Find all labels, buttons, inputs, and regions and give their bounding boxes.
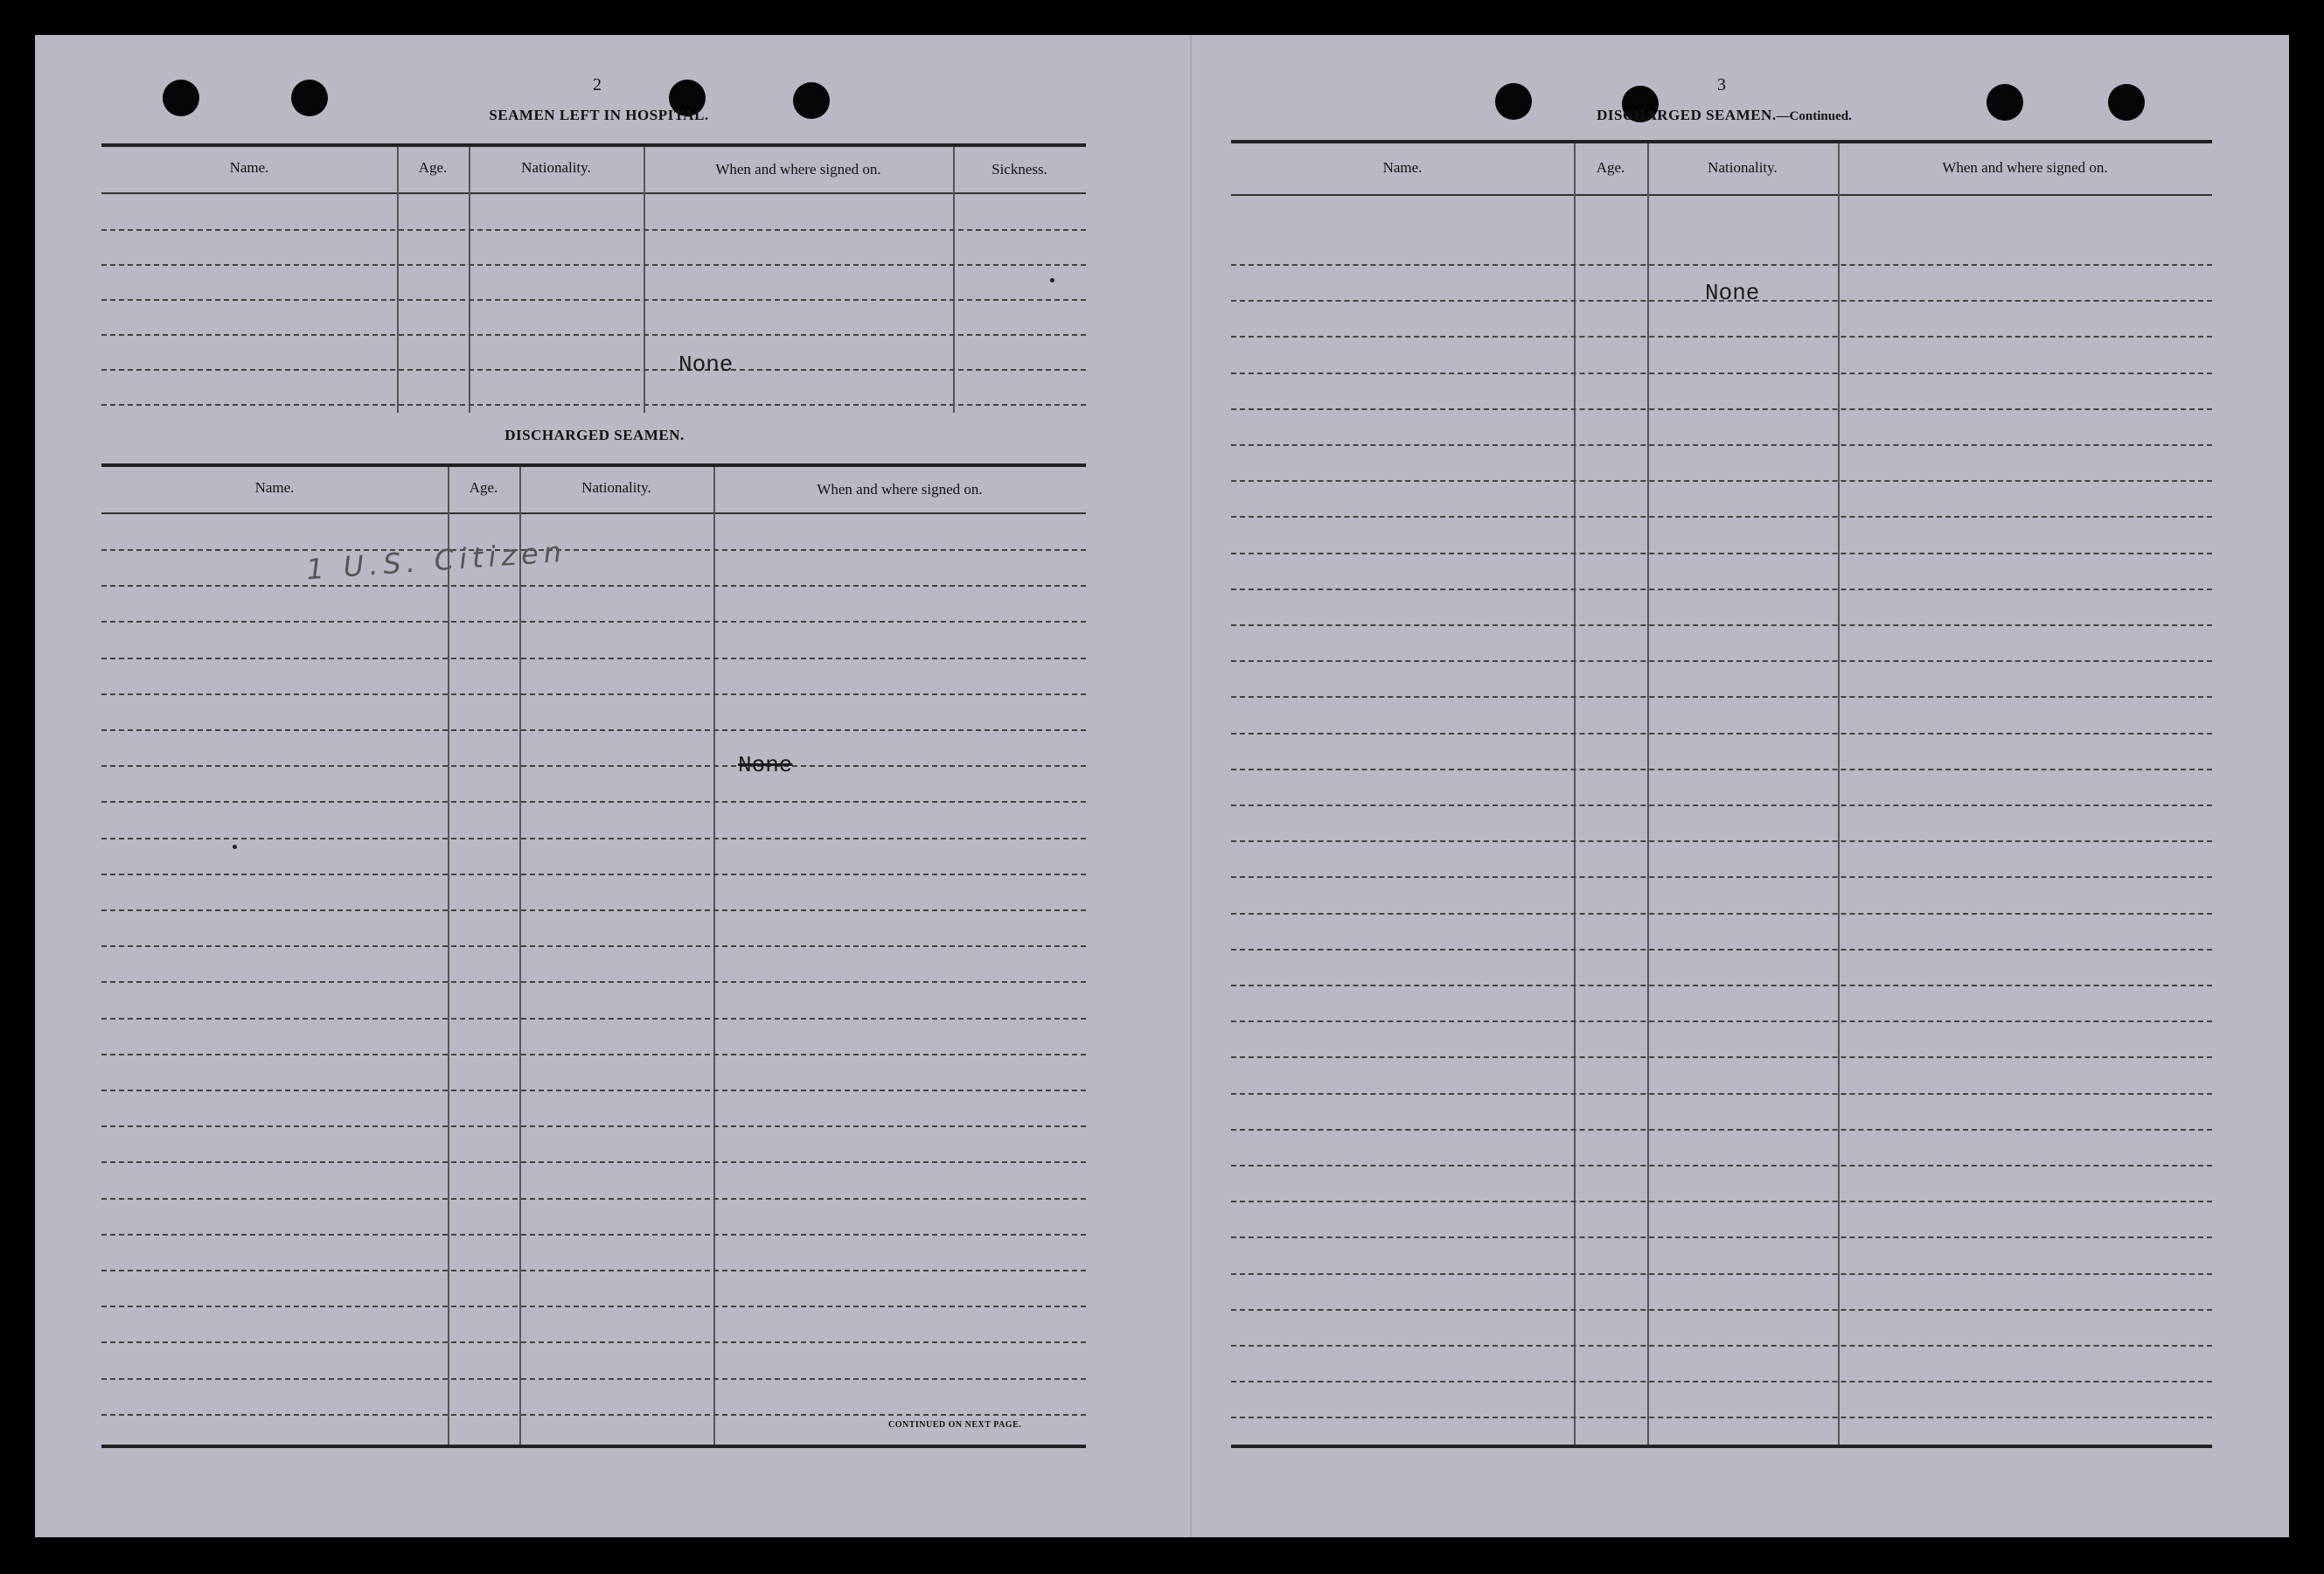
- ruling-line: [1231, 1056, 2212, 1058]
- punch-hole: [291, 80, 328, 116]
- ruling-line: [101, 801, 1086, 803]
- page-fold: [1190, 35, 1192, 1537]
- ruling-line: [1231, 804, 2212, 806]
- handwritten-note: 1 U.S. Citizen: [305, 534, 568, 587]
- hospital-none-entry: None: [678, 352, 734, 378]
- discharged-continued-table: [1231, 140, 2212, 1448]
- ruling-line: [1231, 1129, 2212, 1131]
- col-header-age: Age.: [1596, 159, 1625, 176]
- hospital-title: SEAMEN LEFT IN HOSPITAL.: [489, 107, 709, 123]
- ruling-line: [1231, 480, 2212, 482]
- ruling-line: [101, 1125, 1086, 1127]
- ruling-line: [1231, 733, 2212, 735]
- page-number-left: 2: [593, 75, 602, 94]
- ruling-line: [1231, 949, 2212, 951]
- ruling-line: [1231, 660, 2212, 662]
- ruling-line: [101, 693, 1086, 695]
- ruling-line: [1231, 408, 2212, 410]
- col-header-name: Name.: [254, 479, 295, 496]
- col-header-sickness: Sickness.: [992, 161, 1047, 178]
- ruling-line: [1231, 516, 2212, 518]
- col-header-name: Name.: [1382, 159, 1423, 176]
- ruling-line: [101, 838, 1086, 839]
- ruling-line: [1231, 840, 2212, 842]
- ruling-line: [1231, 1381, 2212, 1382]
- col-header-nationality: Nationality.: [581, 479, 651, 496]
- ruling-line: [101, 1414, 1086, 1416]
- ruling-line: [1231, 444, 2212, 446]
- right-title-text: DISCHARGED SEAMEN.: [1597, 107, 1777, 123]
- ruling-line: [101, 729, 1086, 731]
- ruling-line: [101, 1341, 1086, 1343]
- ruling-line: [1231, 696, 2212, 698]
- ruling-line: [1231, 589, 2212, 590]
- ruling-line: [1231, 1201, 2212, 1202]
- col-header-signed-on: When and where signed on.: [715, 161, 881, 178]
- page-number-right: 3: [1717, 75, 1726, 94]
- ruling-line: [101, 945, 1086, 947]
- ruling-line: [101, 1306, 1086, 1307]
- ruling-line: [1231, 1020, 2212, 1022]
- ruling-line: [1231, 373, 2212, 374]
- ruling-line: [1231, 985, 2212, 986]
- ruling-line: [101, 909, 1086, 911]
- ruling-line: [1231, 264, 2212, 266]
- punch-hole: [1495, 83, 1532, 120]
- ruling-line: [1231, 1165, 2212, 1167]
- ruling-line: [101, 1054, 1086, 1055]
- ruling-line: [1231, 1345, 2212, 1347]
- ink-dot: [1050, 278, 1054, 282]
- ruling-line: [1231, 1309, 2212, 1311]
- punch-hole: [2108, 84, 2145, 121]
- right-none-entry: None: [1705, 280, 1760, 306]
- ruling-line: [1231, 1417, 2212, 1418]
- ruling-line: [1231, 1273, 2212, 1275]
- right-title-suffix: —Continued.: [1776, 109, 1852, 123]
- ruling-line: [101, 1161, 1086, 1163]
- ruling-line: [1231, 876, 2212, 878]
- col-header-age: Age.: [418, 159, 448, 176]
- punch-hole: [163, 80, 199, 116]
- ruling-line: [1231, 336, 2212, 338]
- col-header-signed-on: When and where signed on.: [817, 481, 983, 498]
- col-header-age: Age.: [469, 479, 498, 496]
- ruling-line: [101, 1018, 1086, 1020]
- ruling-line: [101, 1234, 1086, 1236]
- hospital-table: [101, 143, 1086, 414]
- ruling-line: [101, 874, 1086, 875]
- col-header-signed-on: When and where signed on.: [1942, 159, 2108, 176]
- ruling-line: [101, 658, 1086, 659]
- ruling-line: [1231, 1236, 2212, 1238]
- ruling-line: [1231, 624, 2212, 626]
- ruling-line: [101, 765, 1086, 767]
- col-header-nationality: Nationality.: [1708, 159, 1778, 176]
- right-title: [1567, 107, 1882, 124]
- ruling-line: [101, 1378, 1086, 1380]
- punch-hole: [1987, 84, 2023, 121]
- discharged-title: DISCHARGED SEAMEN.: [504, 427, 685, 443]
- ruling-line: [101, 1270, 1086, 1271]
- ruling-line: [101, 549, 1086, 551]
- ruling-line: [101, 981, 1086, 983]
- ruling-line: [101, 1090, 1086, 1091]
- manifest-sheet: [35, 35, 2289, 1537]
- punch-hole: [793, 82, 830, 119]
- ruling-line: [101, 585, 1086, 587]
- continued-note: CONTINUED ON NEXT PAGE.: [888, 1420, 1022, 1430]
- discharged-table: [101, 463, 1086, 1448]
- ruling-line: [101, 1198, 1086, 1200]
- col-header-name: Name.: [229, 159, 269, 176]
- ruling-line: [1231, 553, 2212, 554]
- ruling-line: [1231, 769, 2212, 770]
- ruling-line: [101, 621, 1086, 623]
- ink-dot: [233, 845, 237, 849]
- discharged-none-entry: None: [738, 752, 793, 778]
- ruling-line: [1231, 1093, 2212, 1095]
- col-header-nationality: Nationality.: [521, 159, 591, 176]
- ruling-line: [1231, 913, 2212, 915]
